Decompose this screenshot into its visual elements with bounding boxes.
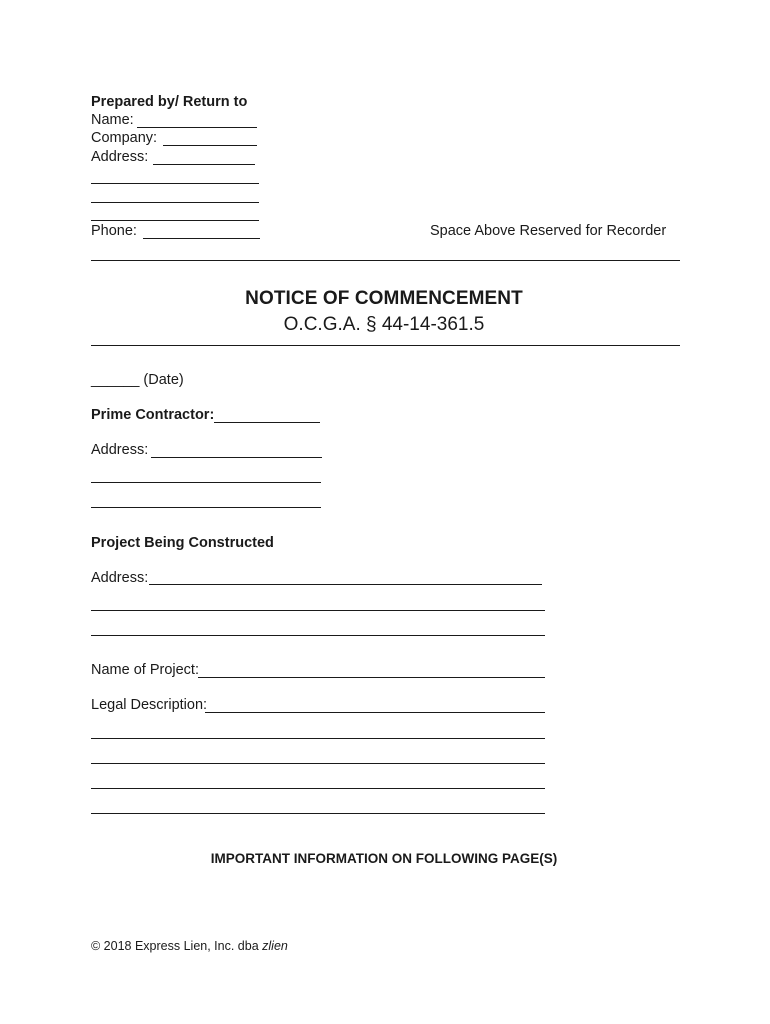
project-address-label: Address: [91, 570, 149, 586]
important-notice: IMPORTANT INFORMATION ON FOLLOWING PAGE(S) [210, 851, 558, 866]
prime-contractor-label: Prime Contractor: [91, 407, 215, 423]
name-field-line[interactable] [137, 127, 257, 128]
date-blank[interactable]: ______ [91, 372, 140, 388]
legal-description-line-5[interactable] [91, 813, 545, 814]
contractor-address-field-line[interactable] [151, 457, 322, 458]
recorder-divider [91, 260, 680, 261]
phone-field-line[interactable] [143, 238, 260, 239]
project-address-line-2[interactable] [91, 610, 545, 611]
legal-description-field-line[interactable] [205, 712, 545, 713]
prepared-by-heading: Prepared by/ Return to [91, 94, 248, 110]
statute-reference: O.C.G.A. § 44-14-361.5 [283, 314, 485, 335]
project-address-line-3[interactable] [91, 635, 545, 636]
contractor-address-label: Address: [91, 442, 149, 458]
copyright-footer [91, 938, 288, 955]
project-address-field-line[interactable] [149, 584, 542, 585]
legal-description-line-2[interactable] [91, 738, 545, 739]
project-heading: Project Being Constructed [91, 535, 274, 551]
address-line-4[interactable] [91, 220, 259, 221]
project-name-field-line[interactable] [198, 677, 545, 678]
project-name-label: Name of Project: [91, 662, 199, 678]
address-field-line[interactable] [153, 164, 255, 165]
address-line-2[interactable] [91, 183, 259, 184]
brand-name: zlien [262, 939, 288, 953]
company-label: Company: [91, 130, 158, 146]
date-line[interactable] [91, 372, 184, 389]
copyright-text: © 2018 Express Lien, Inc. dba [91, 939, 259, 953]
address-label: Address: [91, 149, 149, 165]
recorder-note: Space Above Reserved for Recorder [430, 223, 667, 239]
contractor-address-line-3[interactable] [91, 507, 321, 508]
name-label: Name: [91, 112, 134, 128]
date-label: (Date) [143, 372, 184, 388]
company-field-line[interactable] [163, 145, 257, 146]
document-title: NOTICE OF COMMENCEMENT [245, 288, 523, 309]
prime-contractor-field-line[interactable] [214, 422, 320, 423]
phone-label: Phone: [91, 223, 137, 239]
legal-description-line-3[interactable] [91, 763, 545, 764]
legal-description-line-4[interactable] [91, 788, 545, 789]
legal-description-label: Legal Description: [91, 697, 208, 713]
contractor-address-line-2[interactable] [91, 482, 321, 483]
address-line-3[interactable] [91, 202, 259, 203]
title-divider [91, 345, 680, 346]
